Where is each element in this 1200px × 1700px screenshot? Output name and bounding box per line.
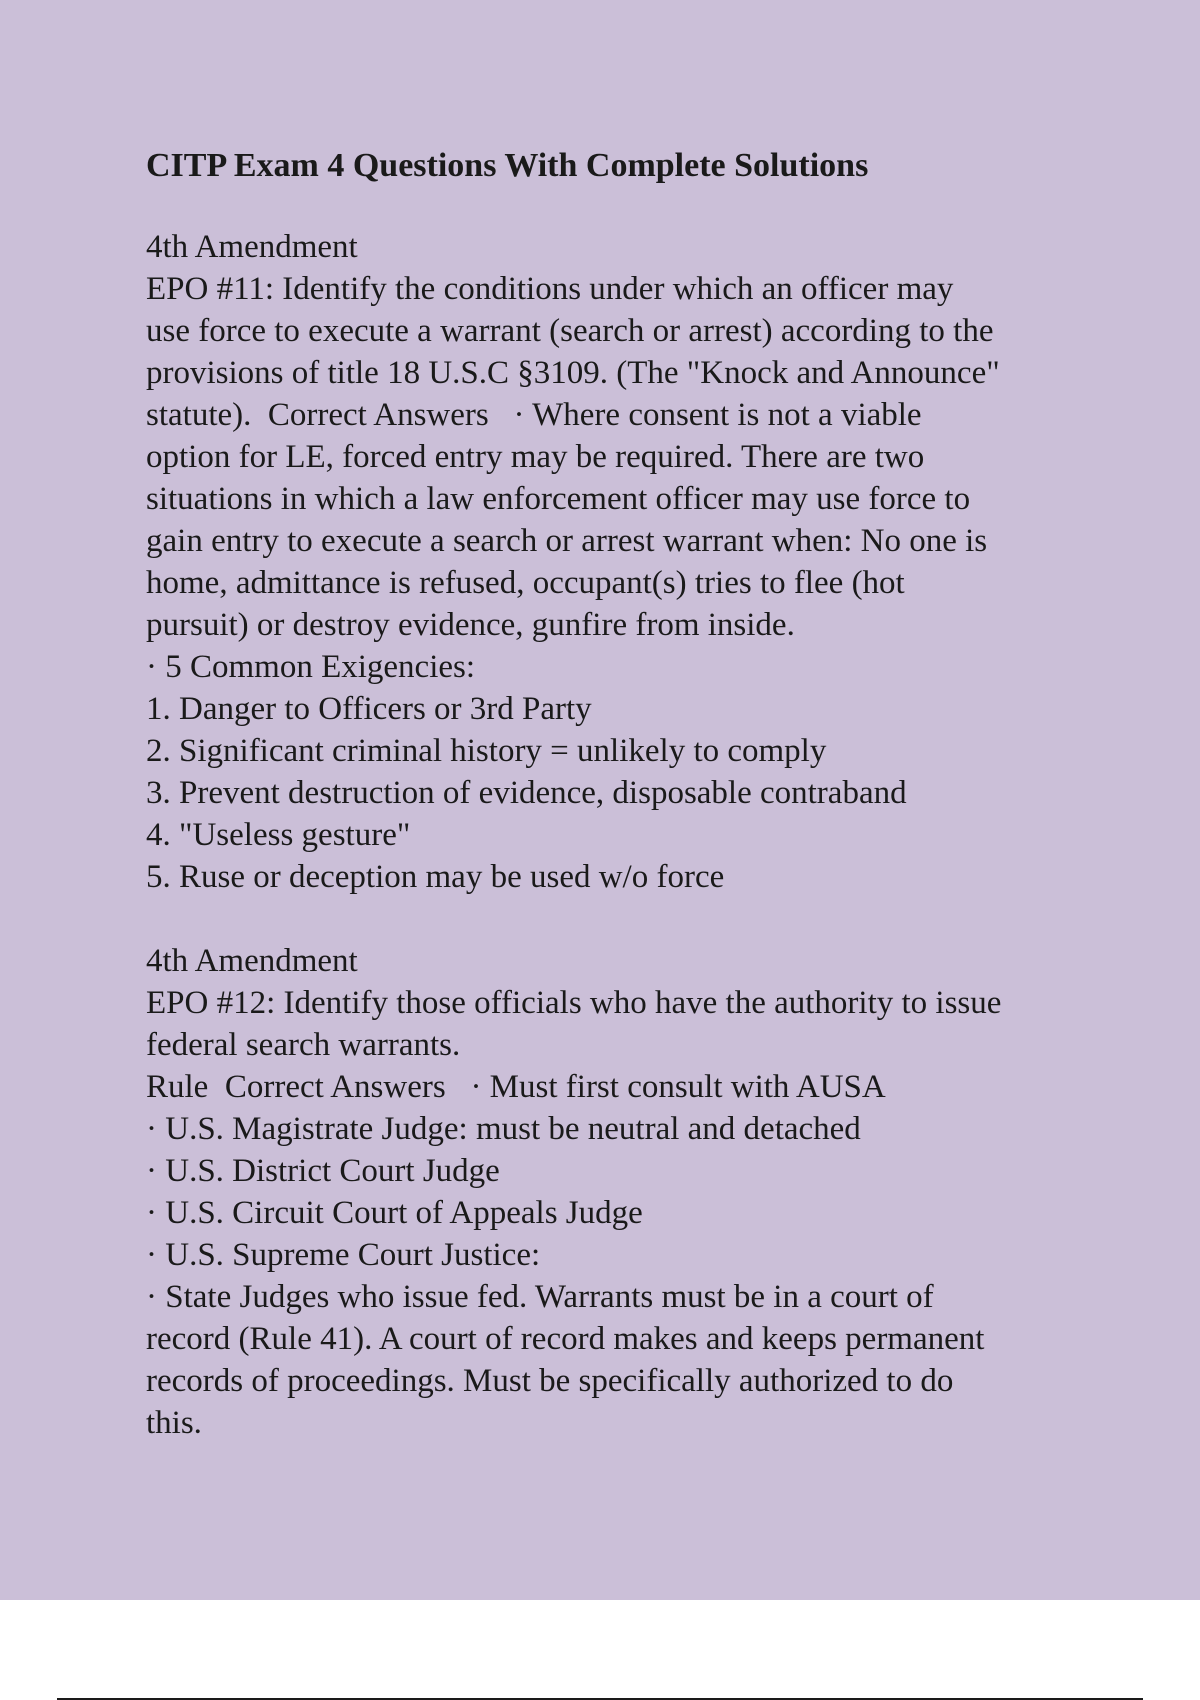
question-block-epo-11 (146, 226, 1106, 898)
text-line: · U.S. District Court Judge (146, 1153, 500, 1189)
text-line: statute). Correct Answers · Where consent is not a viable (146, 397, 922, 433)
text-line: record (Rule 41). A court of record makes and keeps permanent (146, 1321, 985, 1357)
text-line: 4th Amendment (146, 229, 358, 265)
text-line: home, admittance is refused, occupant(s) tries to flee (hot (146, 565, 905, 601)
text-line: Rule Correct Answers · Must first consult with AUSA (146, 1069, 886, 1105)
text-line: provisions of title 18 U.S.C §3109. (The "Knock and Announce" (146, 355, 1000, 391)
text-line: 1. Danger to Officers or 3rd Party (146, 691, 592, 727)
text-line: · State Judges who issue fed. Warrants must be in a court of (146, 1279, 934, 1315)
text-line: option for LE, forced entry may be required. There are two (146, 439, 925, 475)
text-line: 2. Significant criminal history = unlikely to comply (146, 733, 827, 769)
text-line: this. (146, 1405, 202, 1441)
text-line: gain entry to execute a search or arrest warrant when: No one is (146, 523, 988, 559)
text-line: 3. Prevent destruction of evidence, disposable contraband (146, 775, 907, 811)
text-line: 5. Ruse or deception may be used w/o force (146, 859, 725, 895)
text-line: · 5 Common Exigencies: (146, 649, 476, 685)
document-title: CITP Exam 4 Questions With Complete Solutions (146, 147, 869, 184)
text-line: · U.S. Circuit Court of Appeals Judge (146, 1195, 643, 1231)
text-line: situations in which a law enforcement officer may use force to (146, 481, 971, 517)
text-line: federal search warrants. (146, 1027, 461, 1063)
text-line: records of proceedings. Must be specifically authorized to do (146, 1363, 954, 1399)
document-content (146, 142, 1106, 1486)
text-line: 4th Amendment (146, 943, 358, 979)
question-block-epo-12 (146, 940, 1106, 1444)
text-line: · U.S. Magistrate Judge: must be neutral and detached (146, 1111, 861, 1147)
text-line: EPO #11: Identify the conditions under which an officer may (146, 271, 954, 307)
text-line: pursuit) or destroy evidence, gunfire from inside. (146, 607, 795, 643)
text-line: 4. "Useless gesture" (146, 817, 411, 853)
text-line: use force to execute a warrant (search or arrest) according to the (146, 313, 994, 349)
text-line: EPO #12: Identify those officials who have the authority to issue (146, 985, 1002, 1021)
text-line: · U.S. Supreme Court Justice: (146, 1237, 541, 1273)
